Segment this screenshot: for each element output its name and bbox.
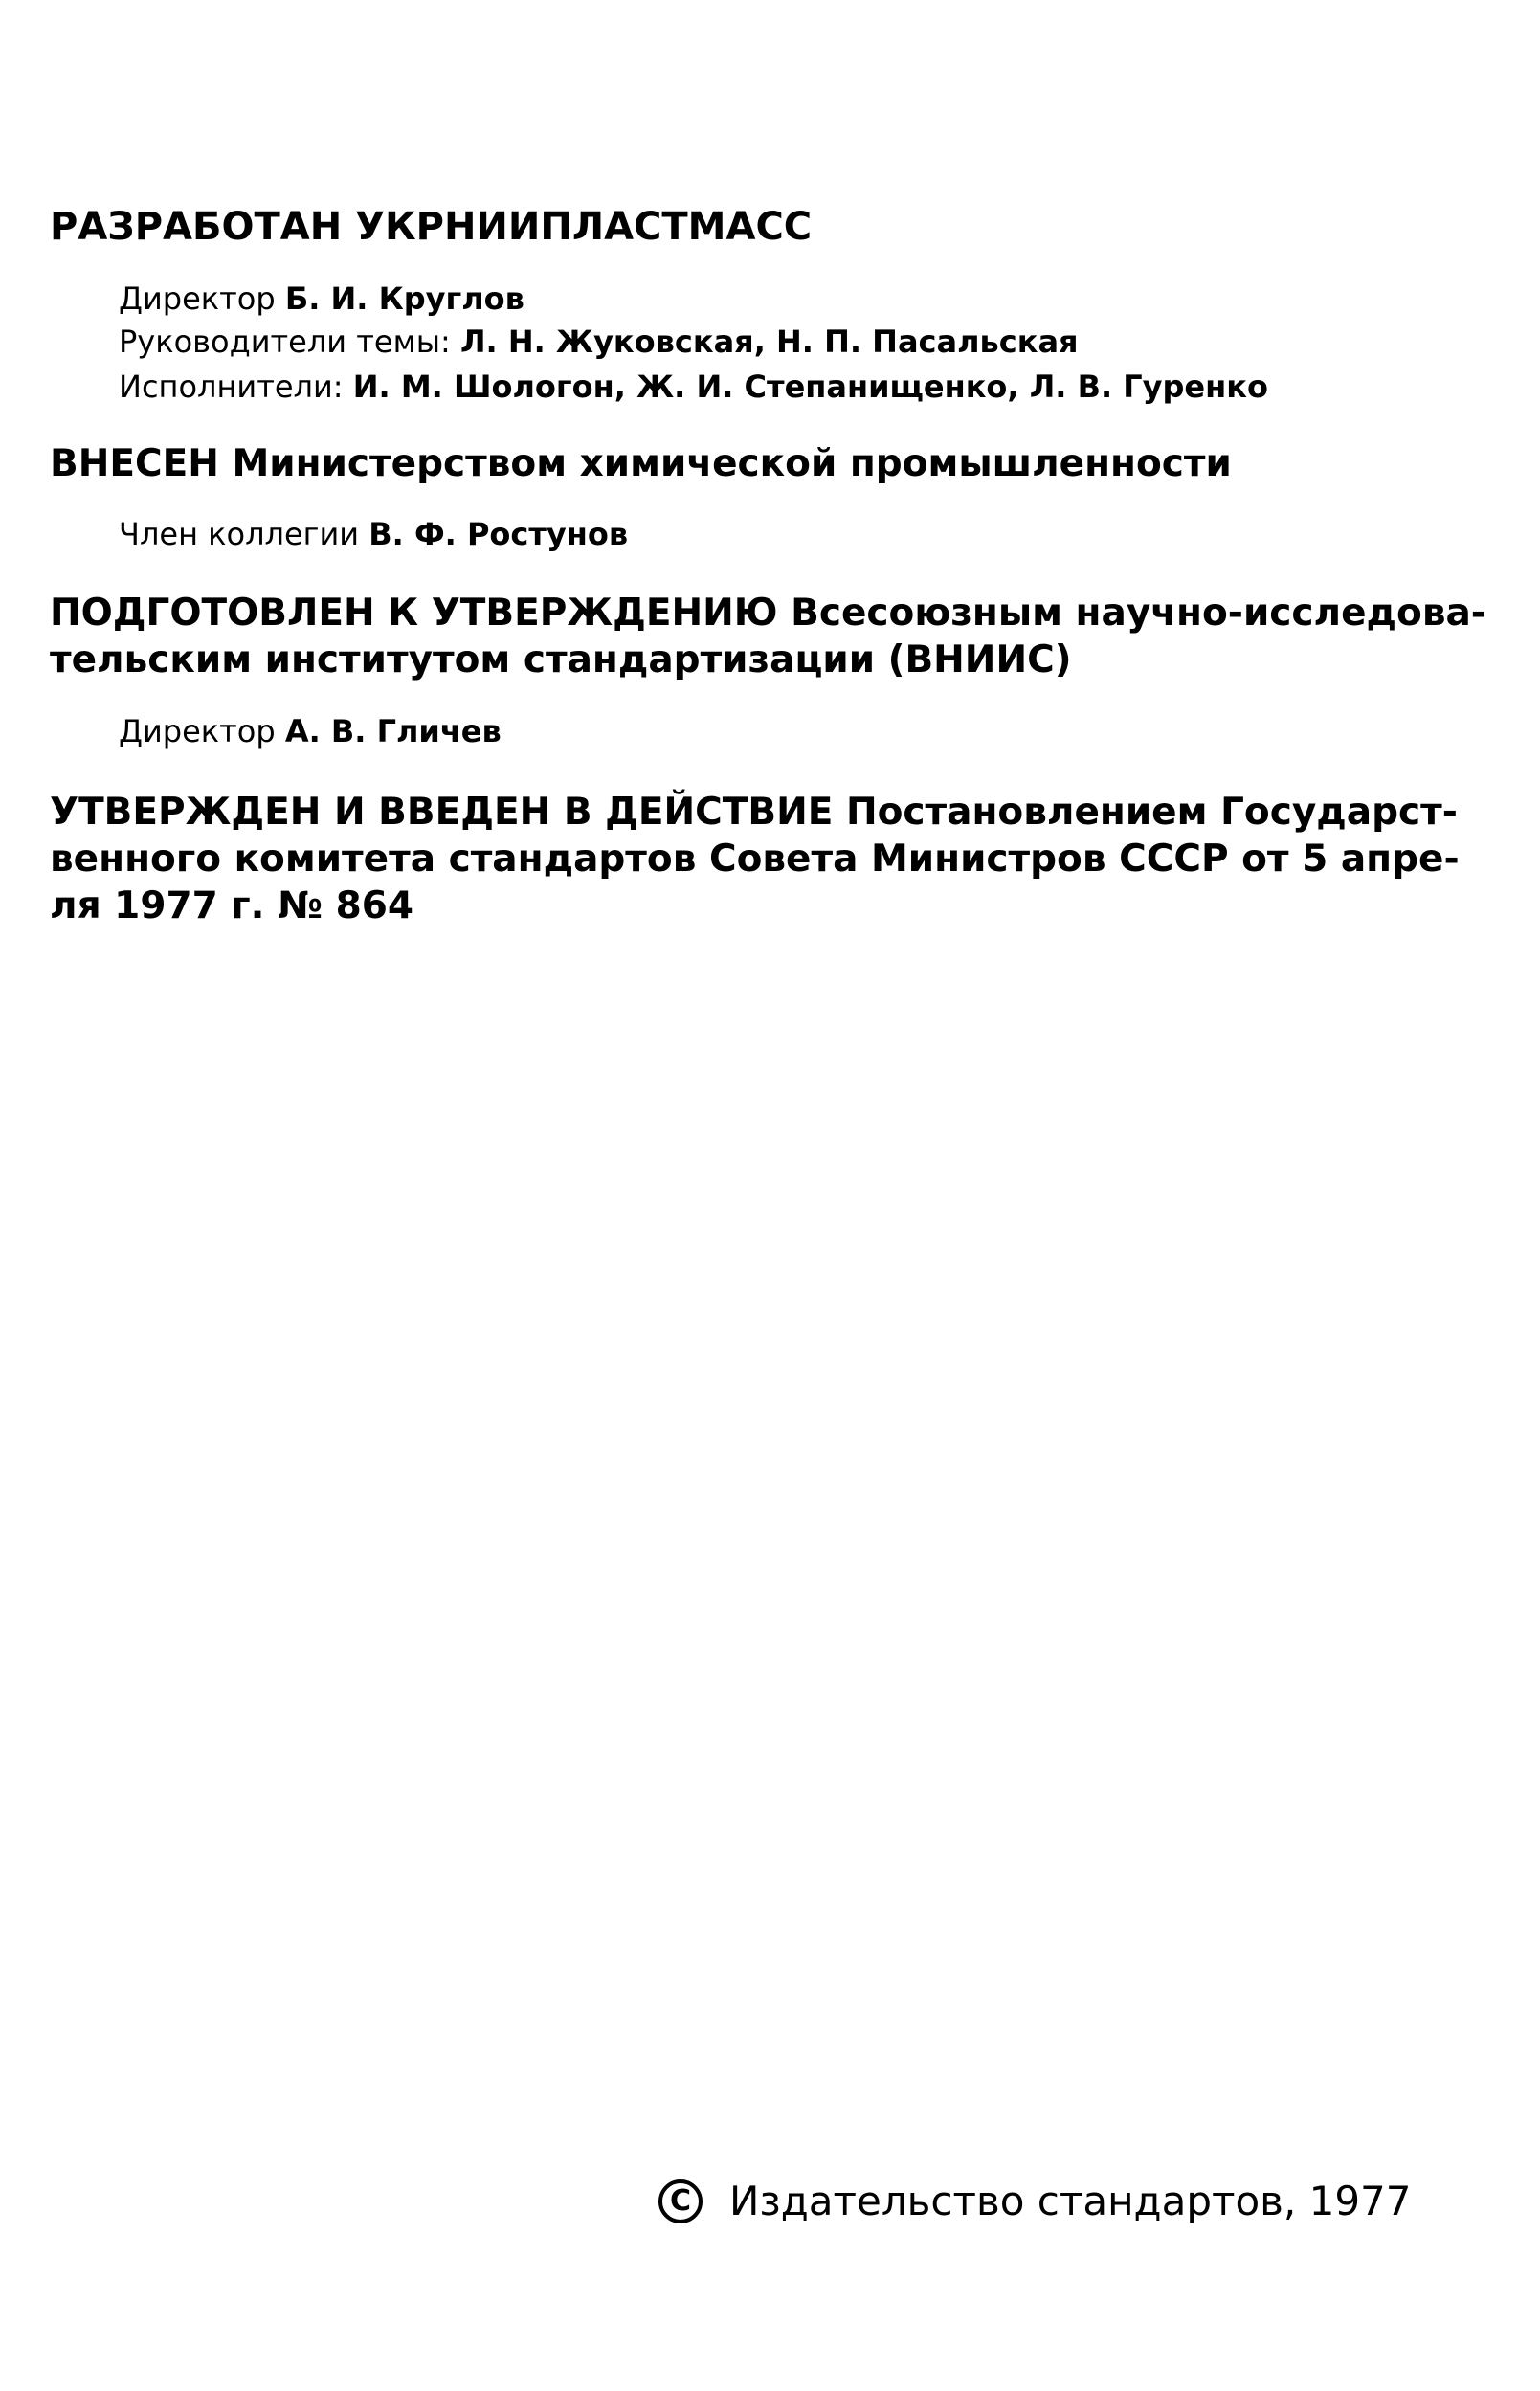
prepared-director-line	[119, 708, 502, 754]
approved-line-2: венного комитета стандартов Совета Министров СССР от 5 апре-	[50, 838, 1460, 881]
developed-performers-names: И. М. Шологон, Ж. И. Степанищенко, Л. В. Гуренко	[352, 369, 1268, 405]
introduced-lead: ВНЕСЕН	[50, 442, 219, 485]
approved-lead: УТВЕРЖДЕН И ВВЕДЕН В ДЕЙСТВИЕ	[50, 791, 834, 834]
copyright-line	[658, 2173, 1411, 2230]
prepared-line-1	[50, 590, 1486, 637]
prepared-lead: ПОДГОТОВЛЕН К УТВЕРЖДЕНИЮ	[50, 592, 778, 635]
developed-leaders-line	[119, 319, 1079, 365]
introduced-paragraph	[50, 440, 1361, 487]
prepared-director-role: Директор	[119, 713, 276, 749]
introduced-member-line	[119, 511, 628, 557]
developed-leaders-names: Л. Н. Жуковская, Н. П. Пасальская	[459, 324, 1079, 360]
developed-director-role: Директор	[119, 280, 276, 317]
introduced-member-role: Член коллегии	[119, 516, 360, 552]
prepared-director-name: А. В. Гличев	[284, 713, 502, 749]
developed-director-name: Б. И. Круглов	[284, 280, 524, 317]
approved-line-3: ля 1977 г. № 864	[50, 884, 413, 927]
introduced-member-name: В. Ф. Ростунов	[368, 516, 629, 552]
copyright-text: Издательство стандартов, 1977	[729, 2178, 1412, 2224]
prepared-line-2: тельским институтом стандартизации (ВНИИС)	[50, 638, 1072, 682]
developed-performers-role: Исполнители:	[119, 369, 344, 405]
copyright-icon: C	[658, 2179, 703, 2223]
developed-heading: РАЗРАБОТАН УКРНИИПЛАСТМАСС	[50, 205, 813, 249]
developed-director-line	[119, 276, 524, 322]
prepared-line1-rest: Всесоюзным научно-исследова-	[777, 592, 1486, 635]
prepared-paragraph	[50, 590, 1486, 683]
approved-paragraph	[50, 789, 1460, 929]
developed-leaders-role: Руководители темы:	[119, 324, 451, 360]
approved-line-1	[50, 789, 1458, 836]
approved-line1-rest: Постановлением Государст-	[833, 791, 1458, 834]
introduced-rest: Министерством химической промышленности	[218, 442, 1232, 485]
developed-performers-line	[119, 364, 1268, 410]
